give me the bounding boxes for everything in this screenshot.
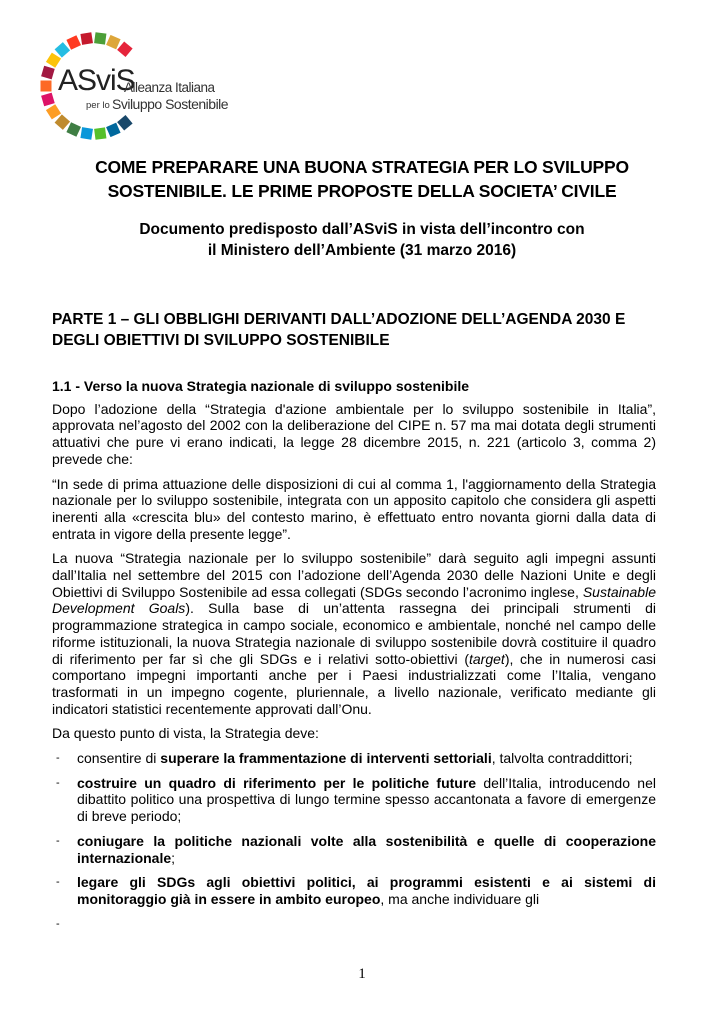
svg-text:Sviluppo Sostenibile: Sviluppo Sostenibile bbox=[112, 96, 229, 112]
bullet-list bbox=[52, 750, 656, 933]
quote-paragraph: “In sede di prima attuazione delle disposizioni di cui al comma 1, l'aggiornamento della Strategia nazionale per lo sviluppo sostenibile, integrata con un apposito capitolo che considera gli aspetti inerenti alla «crescita blu» del contesto marino, è effettuato entro novanta giorni dalla data di entrata in vigore della presente legge”. bbox=[52, 475, 656, 542]
logo-ring-square bbox=[41, 81, 52, 92]
logo-ring-square bbox=[94, 32, 106, 44]
logo-ring-square bbox=[41, 93, 55, 107]
logo-ring-square bbox=[41, 66, 55, 80]
list-item: - consentire di superare la frammentazione di interventi settoriali, talvolta contraddittori; bbox=[56, 750, 633, 767]
section-heading: 1.1 - Verso la nuova Strategia nazionale di sviluppo sostenibile bbox=[52, 378, 470, 394]
list-item: - costruire un quadro di riferimento per le politiche future dell’Italia, introducendo nel dibattito politico una prospettiva di lungo termine spesso accantonata a favore di emergenze di breve periodo; bbox=[56, 774, 656, 825]
logo-ring-square bbox=[106, 35, 120, 49]
logo-ring-square bbox=[117, 115, 132, 130]
list-item: - bbox=[56, 917, 60, 930]
paragraph: La nuova “Strategia nazionale per lo sviluppo sostenibile” darà seguito agli impegni assunti dall’Italia nel settembre del 2015 con l’adozione dell’Agenda 2030 delle Nazioni Unite e degli Obiettivi di Sviluppo Sostenibile ad essa collegati (SDGs secondo l’acronimo inglese, Sustainable Development Goals). Sulla base di un’attenta rassegna dei principali strumenti di programmazione strategica in campo sociale, economico e ambientale, nonché nel campo delle riforme istituzionali, la nuova Strategia nazionale di sviluppo sostenibile dovrà costituire il quadro di riferimento per far sì che gli SDGs e i relativi sotto-obiettivi (target), che in numerosi casi comportano impegni importanti anche per i Paesi industrializzati come l’Italia, vengano trasformati in un impegno cogente, pluriennale, a livello nazionale, verificato mediante gli indicatori statistici recentemente approvati dall’Onu. bbox=[52, 550, 657, 717]
svg-text:Alleanza Italiana: Alleanza Italiana bbox=[124, 80, 215, 95]
svg-text:per lo: per lo bbox=[86, 100, 110, 111]
svg-text:ASviS: ASviS bbox=[58, 64, 135, 97]
list-item: - coniugare la politiche nazionali volte alla sostenibilità e quelle di cooperazione internazionale; bbox=[56, 832, 656, 866]
document-title: COME PREPARARE UNA BUONA STRATEGIA PER LO SVILUPPO SOSTENIBILE. LE PRIME PROPOSTE DELLA SOCIETA’ CIVILE bbox=[95, 157, 629, 201]
asvis-logo-graphic bbox=[36, 28, 256, 143]
logo-ring-square bbox=[55, 114, 71, 130]
logo-ring-square bbox=[80, 127, 93, 140]
paragraph: Dopo l’adozione della “Strategia d'azione ambientale per lo sviluppo sostenibile in Italia”, approvata nel’agosto del 2002 con la deliberazione del CIPE n. 57 ma mai dotata degli strumenti attuativi che pure vi erano indicati, la legge 28 dicembre 2015, n. 221 (articolo 3, comma 2) prevede che: bbox=[52, 400, 656, 467]
logo-ring-square bbox=[106, 123, 120, 137]
list-item: - legare gli SDGs agli obiettivi politici, ai programmi esistenti e ai sistemi di monitoraggio già in essere in ambito europeo, ma anche individuare gli bbox=[56, 874, 656, 907]
logo-ring-square bbox=[66, 122, 81, 137]
asvis-logo bbox=[36, 28, 256, 143]
part-heading: PARTE 1 – GLI OBBLIGHI DERIVANTI DALL’ADOZIONE DELL’AGENDA 2030 E DEGLI OBIETTIVI DI SVILUPPO SOSTENIBILE bbox=[52, 311, 626, 349]
logo-ring-square bbox=[66, 35, 81, 50]
page-number: 1 bbox=[358, 966, 366, 982]
logo-ring-square bbox=[94, 127, 106, 139]
logo-ring-square bbox=[117, 41, 132, 56]
document-body bbox=[52, 378, 656, 941]
document-subtitle: Documento predisposto dall’ASviS in vista dell’incontro con il Ministero dell’Ambiente (31 marzo 2016) bbox=[139, 221, 585, 259]
paragraph: Da questo punto di vista, la Strategia deve: bbox=[52, 725, 319, 742]
logo-ring-square bbox=[80, 32, 93, 45]
logo-ring-square bbox=[46, 104, 61, 119]
logo-ring-square bbox=[55, 42, 71, 58]
